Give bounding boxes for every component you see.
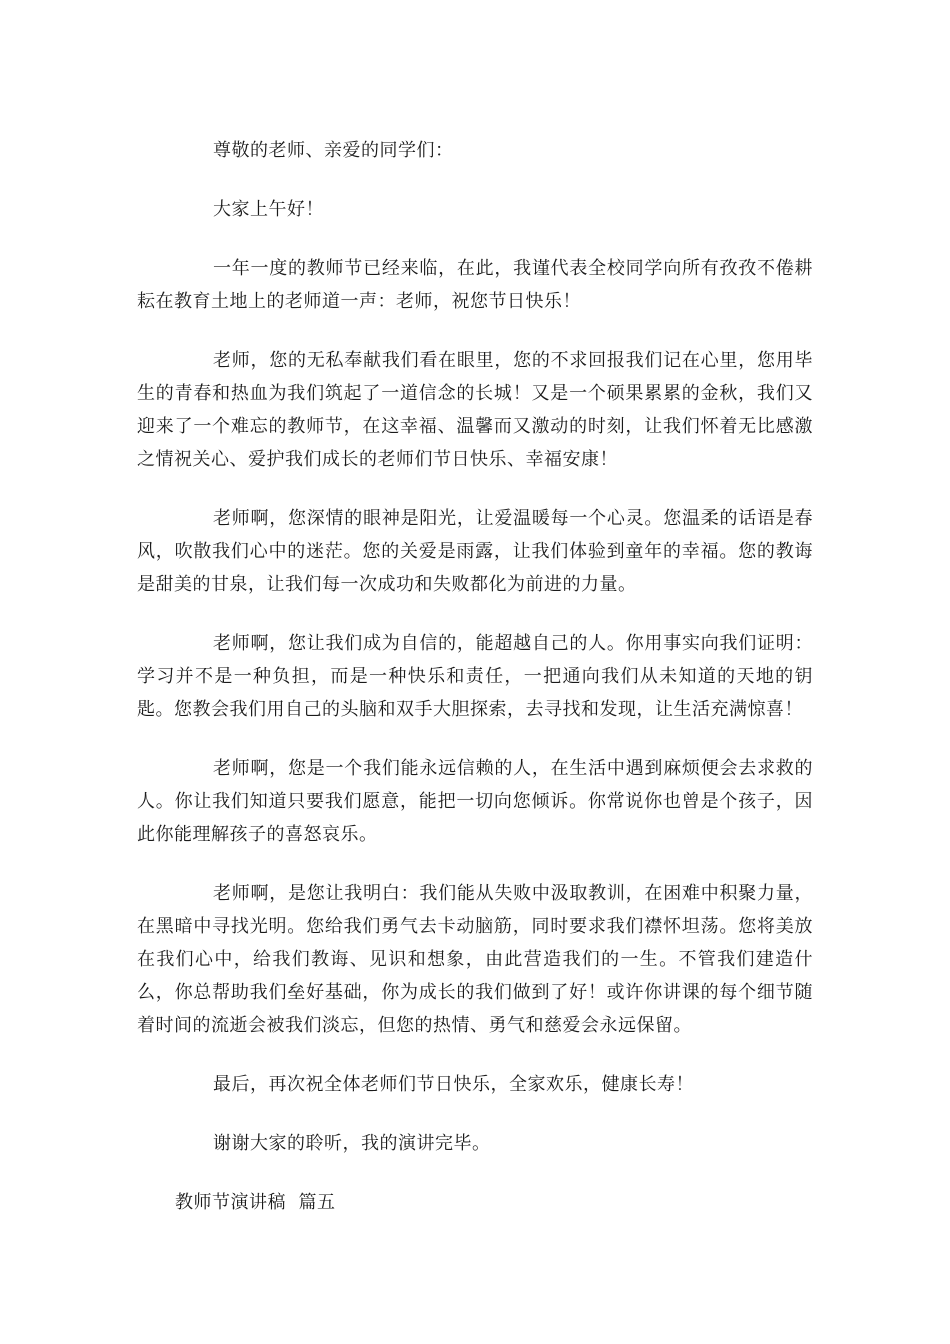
section-heading: 教师节演讲稿 篇五 (175, 1192, 336, 1213)
body-paragraph: 老师啊，是您让我明白：我们能从失败中汲取教训，在困难中积聚力量，在黑暗中寻找光明。您给我们勇气去卡动脑筋，同时要求我们襟怀坦荡。您将美放在我们心中，给我们教诲、见识和想象，由此营造我们的一生。不管我们建造什么，你总帮助我们垒好基础，你为成长的我们做到了好！或许你讲课的每个细节随着时间的流逝会被我们淡忘，但您的热情、勇气和慈爱会永远保留。 (137, 883, 813, 1036)
greeting-paragraph: 大家上午好！ (213, 199, 324, 220)
body-paragraph: 一年一度的教师节已经来临，在此，我谨代表全校同学向所有孜孜不倦耕耘在教育土地上的老师道一声：老师，祝您节日快乐！ (137, 258, 813, 312)
thanks-paragraph: 谢谢大家的聆听，我的演讲完毕。 (213, 1133, 491, 1154)
body-paragraph: 老师啊，您是一个我们能永远信赖的人，在生活中遇到麻烦便会去求救的人。你让我们知道只要我们愿意，能把一切向您倾诉。你常说你也曾是个孩子，因此你能理解孩子的喜怒哀乐。 (137, 758, 813, 845)
body-paragraph: 老师啊，您让我们成为自信的，能超越自己的人。你用事实向我们证明：学习并不是一种负担，而是一种快乐和责任，一把通向我们从未知道的天地的钥匙。您教会我们用自己的头脑和双手大胆探索，去寻找和发现，让生活充满惊喜！ (137, 633, 813, 720)
salutation-paragraph: 尊敬的老师、亲爱的同学们： (213, 140, 454, 161)
document-body (137, 134, 813, 1219)
body-paragraph: 老师，您的无私奉献我们看在眼里，您的不求回报我们记在心里，您用毕生的青春和热血为我们筑起了一道信念的长城！又是一个硕果累累的金秋，我们又迎来了一个难忘的教师节，在这幸福、温馨而又激动的时刻，让我们怀着无比感激之情祝关心、爱护我们成长的老师们节日快乐、幸福安康！ (137, 350, 813, 470)
body-paragraph: 老师啊，您深情的眼神是阳光，让爱温暖每一个心灵。您温柔的话语是春风，吹散我们心中的迷茫。您的关爱是雨露，让我们体验到童年的幸福。您的教诲是甜美的甘泉，让我们每一次成功和失败都化为前进的力量。 (137, 508, 813, 595)
closing-wishes-paragraph: 最后，再次祝全体老师们节日快乐，全家欢乐，健康长寿！ (213, 1074, 694, 1095)
